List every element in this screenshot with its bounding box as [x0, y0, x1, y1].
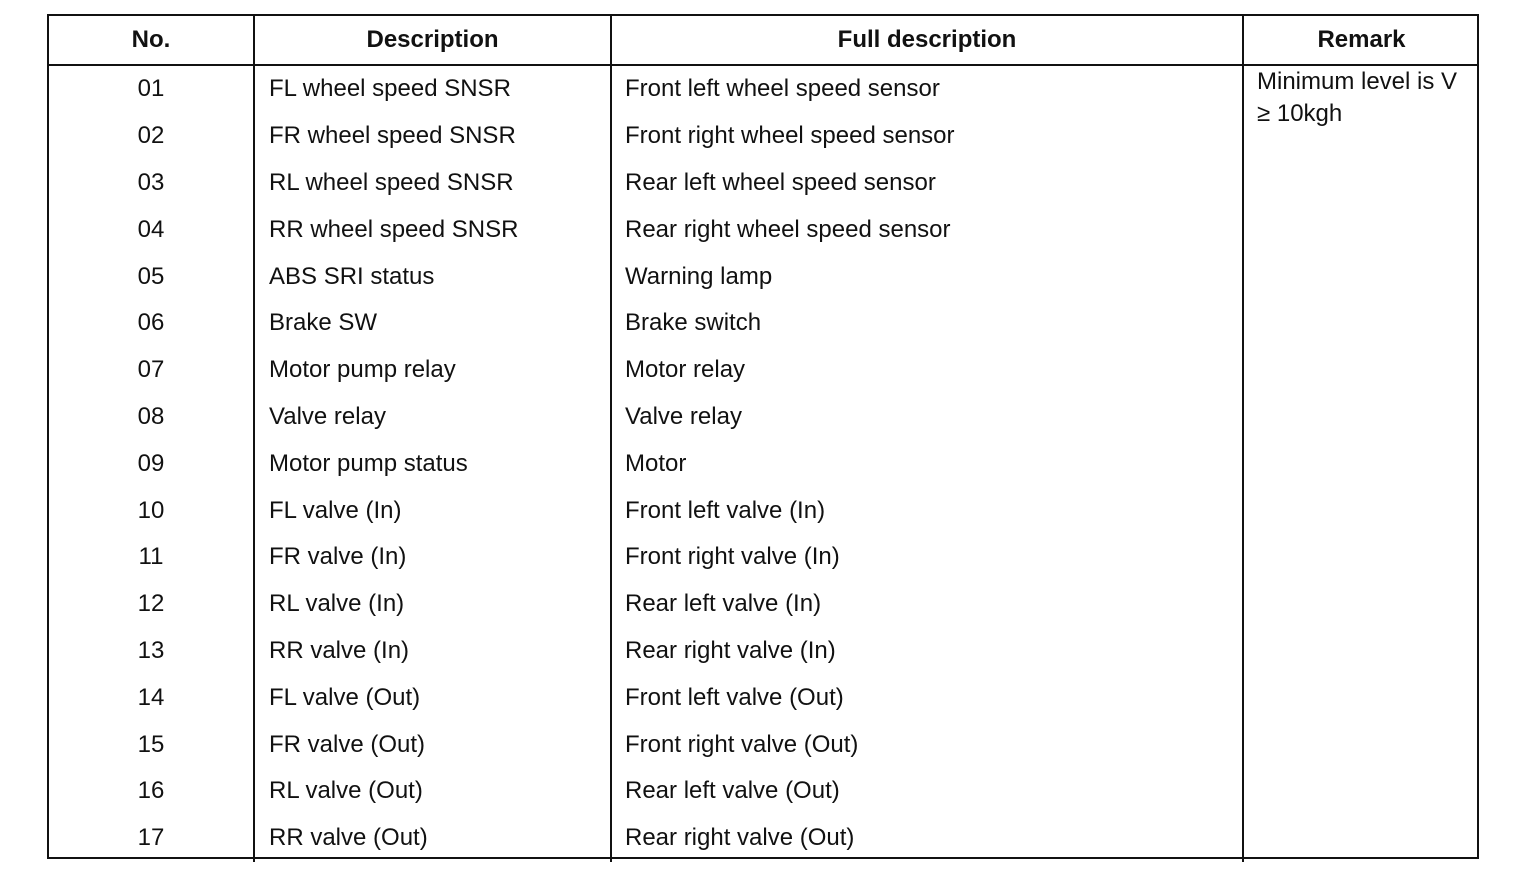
row-description: Valve relay [254, 394, 611, 441]
row-full-description: Front left wheel speed sensor [611, 65, 1243, 113]
table-header-row [49, 16, 1479, 65]
row-full-description: Front right valve (Out) [611, 721, 1243, 768]
row-full-description: Warning lamp [611, 253, 1243, 300]
row-description: Brake SW [254, 300, 611, 347]
row-description: FR valve (In) [254, 534, 611, 581]
row-description: RL valve (Out) [254, 768, 611, 815]
row-full-description: Front left valve (In) [611, 487, 1243, 534]
row-full-description: Rear right valve (Out) [611, 815, 1243, 862]
row-number: 13 [49, 628, 254, 675]
row-number: 02 [49, 113, 254, 160]
row-description: FR valve (Out) [254, 721, 611, 768]
row-number: 10 [49, 487, 254, 534]
header-description: Description [254, 16, 611, 65]
row-full-description: Valve relay [611, 394, 1243, 441]
row-description: FR wheel speed SNSR [254, 113, 611, 160]
row-full-description: Rear left wheel speed sensor [611, 160, 1243, 207]
row-number: 15 [49, 721, 254, 768]
row-number: 03 [49, 160, 254, 207]
row-description: RL wheel speed SNSR [254, 160, 611, 207]
row-description: Motor pump relay [254, 347, 611, 394]
row-description: Motor pump status [254, 440, 611, 487]
row-description: FL valve (Out) [254, 674, 611, 721]
header-no: No. [49, 16, 254, 65]
row-full-description: Rear right valve (In) [611, 628, 1243, 675]
row-description: ABS SRI status [254, 253, 611, 300]
row-number: 05 [49, 253, 254, 300]
row-description: FL valve (In) [254, 487, 611, 534]
row-full-description: Front right valve (In) [611, 534, 1243, 581]
row-number: 11 [49, 534, 254, 581]
row-number: 06 [49, 300, 254, 347]
sensor-table [49, 16, 1479, 862]
header-full-description: Full description [611, 16, 1243, 65]
row-full-description: Front left valve (Out) [611, 674, 1243, 721]
row-full-description: Motor [611, 440, 1243, 487]
row-number: 16 [49, 768, 254, 815]
row-description: RL valve (In) [254, 581, 611, 628]
row-number: 04 [49, 206, 254, 253]
row-description: RR wheel speed SNSR [254, 206, 611, 253]
row-number: 17 [49, 815, 254, 862]
row-number: 09 [49, 440, 254, 487]
row-description: RR valve (Out) [254, 815, 611, 862]
row-number: 07 [49, 347, 254, 394]
row-number: 08 [49, 394, 254, 441]
table-row [49, 65, 1479, 113]
row-full-description: Brake switch [611, 300, 1243, 347]
row-number: 01 [49, 65, 254, 113]
row-description: FL wheel speed SNSR [254, 65, 611, 113]
row-full-description: Rear left valve (In) [611, 581, 1243, 628]
row-full-description: Rear right wheel speed sensor [611, 206, 1243, 253]
table-body [49, 65, 1479, 862]
row-number: 12 [49, 581, 254, 628]
row-full-description: Motor relay [611, 347, 1243, 394]
row-number: 14 [49, 674, 254, 721]
row-full-description: Rear left valve (Out) [611, 768, 1243, 815]
sensor-table-frame [47, 14, 1479, 859]
row-full-description: Front right wheel speed sensor [611, 113, 1243, 160]
header-remark: Remark [1243, 16, 1479, 65]
row-description: RR valve (In) [254, 628, 611, 675]
remark-cell: Minimum level is V ≥ 10kgh [1257, 68, 1458, 127]
